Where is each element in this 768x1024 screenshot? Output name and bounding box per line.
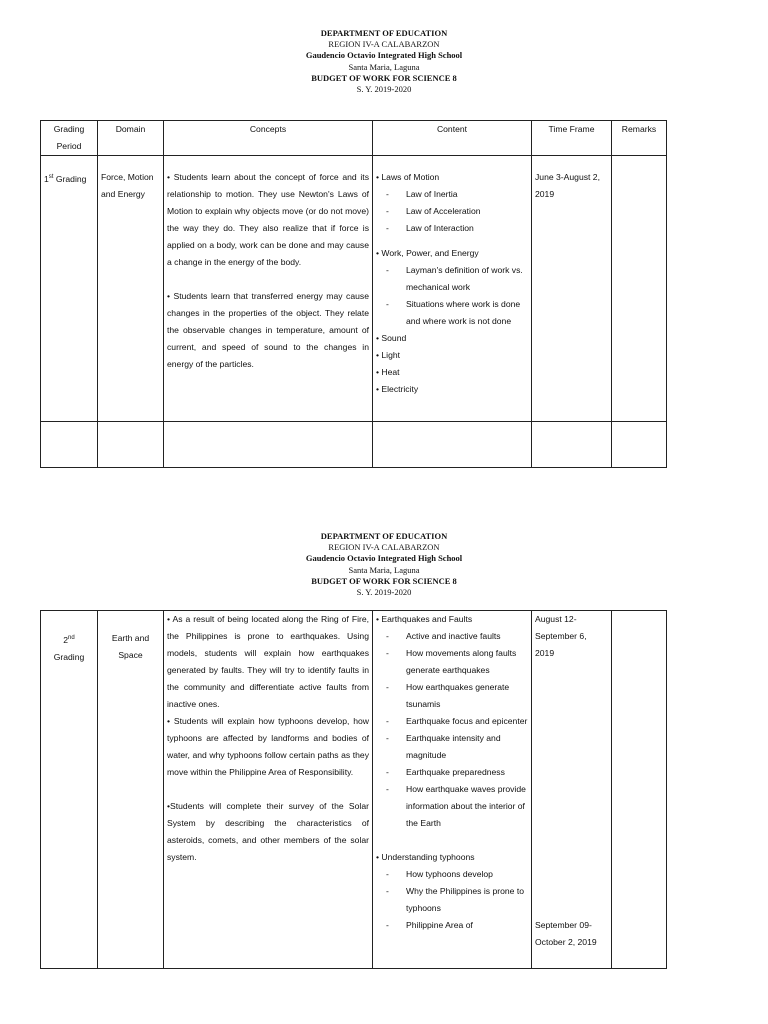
table-row	[41, 156, 667, 422]
header-sy: S. Y. 2019-2020	[356, 587, 412, 598]
empty-cell	[612, 422, 667, 468]
list-item: - Philippine Area of	[386, 917, 528, 934]
list-item: - Earthquake intensity and magnitude	[386, 730, 528, 764]
empty-cell	[532, 422, 612, 468]
domain-cell: Force, Motion and Energy	[98, 156, 164, 422]
list-item: - Situations where work is done and where work is not done	[386, 296, 528, 330]
content-cell	[373, 156, 532, 422]
remarks-cell	[612, 611, 667, 969]
list-item: - How earthquakes generate tsunamis	[386, 679, 528, 713]
empty-cell	[373, 422, 532, 468]
content-cell	[373, 611, 532, 969]
list-item: • Laws of Motion - Law of Inertia - Law of Acceleration - Law of Interaction	[376, 169, 528, 237]
timeframe-1: August 12-September 6, 2019	[535, 614, 587, 658]
list-item: - Active and inactive faults	[386, 628, 528, 645]
list-item: • Understanding typhoons - How typhoons develop - Why the Philippines is prone to typhoons - Philippine Area of	[376, 849, 528, 934]
table-row	[41, 422, 667, 468]
list-item: • Heat	[376, 364, 528, 381]
list-item: - Law of Interaction	[386, 220, 528, 237]
budget-table-2	[40, 610, 667, 969]
timeframe-cell: June 3-August 2, 2019	[532, 156, 612, 422]
grading-cell: 1st Grading	[41, 156, 98, 422]
remarks-cell	[612, 156, 667, 422]
header-school: Gaudencio Octavio Integrated High School	[305, 553, 463, 564]
timeframe-2: September 09-October 2, 2019	[535, 920, 597, 947]
header-location: Santa Maria, Laguna	[348, 61, 420, 72]
empty-cell	[98, 422, 164, 468]
empty-cell	[41, 422, 98, 468]
timeframe-cell	[532, 611, 612, 969]
list-item: - How movements along faults generate earthquakes	[386, 645, 528, 679]
list-item: • Electricity	[376, 381, 528, 398]
list-item: • Work, Power, and Energy - Layman's definition of work vs. mechanical work - Situations where work is done and where work is not done	[376, 245, 528, 330]
header-dept: DEPARTMENT OF EDUCATION	[320, 28, 448, 38]
col-header-grading: Grading Period	[41, 121, 98, 156]
col-header-remarks: Remarks	[612, 121, 667, 156]
concepts-cell: • As a result of being located along the Ring of Fire, the Philippines is prone to earthquakes. Using models, students will explain how earthquakes generated by faults. They will try to identify faults in the community and differentiate active faults from inactive ones. • Students will explain how typhoons develop, how typhoons are affected by landforms and bodies of water, and why typhoons follow certain paths as they move within the Philippine Area of Responsibility. •Students will complete their survey of the Solar System by describing the characteristics of asteroids, comets, and other members of the solar system.	[164, 611, 373, 969]
header-budget: BUDGET OF WORK FOR SCIENCE 8	[311, 72, 457, 83]
header-region: REGION IV-A CALABARZON	[328, 542, 440, 553]
domain-cell: Earth and Space	[98, 611, 164, 969]
list-item: - Layman's definition of work vs. mechanical work	[386, 262, 528, 296]
header-budget: BUDGET OF WORK FOR SCIENCE 8	[311, 575, 457, 586]
list-item: • Earthquakes and Faults - Active and inactive faults - How movements along faults generate earthquakes - How earthquakes generate tsunamis - Earthquake focus and epicenter - Earthquake intensity and magnitude - Earthquake preparedness - How earthquake waves provide information about the interior of the Earth	[376, 611, 528, 832]
list-item: - Law of Inertia	[386, 186, 528, 203]
table-header-row	[41, 121, 667, 156]
list-item: - Law of Acceleration	[386, 203, 528, 220]
budget-table-1	[40, 120, 667, 468]
col-header-timeframe: Time Frame	[532, 121, 612, 156]
list-item: - Earthquake preparedness	[386, 764, 528, 781]
col-header-concepts: Concepts	[164, 121, 373, 156]
header-sy: S. Y. 2019-2020	[356, 84, 412, 95]
header-school: Gaudencio Octavio Integrated High School	[305, 50, 463, 61]
table-row	[41, 611, 667, 969]
header-location: Santa Maria, Laguna	[348, 564, 420, 575]
header-region: REGION IV-A CALABARZON	[328, 39, 440, 50]
list-item: - Why the Philippines is prone to typhoons	[386, 883, 528, 917]
page-header-2	[0, 531, 768, 598]
list-item: - Earthquake focus and epicenter	[386, 713, 528, 730]
page-header-1	[0, 28, 768, 95]
list-item: • Sound	[376, 330, 528, 347]
concepts-cell: • Students learn about the concept of force and its relationship to motion. They use Newton's Laws of Motion to explain why objects move (or do not move) the way they do. They also realize that if force is applied on a body, work can be done and may cause a change in the energy of the body. • Students learn that transferred energy may cause changes in the properties of the object. They relate the observable changes in temperature, amount of current, and speed of sound to the changes in energy of the particles.	[164, 156, 373, 422]
empty-cell	[164, 422, 373, 468]
col-header-domain: Domain	[98, 121, 164, 156]
list-item: • Light	[376, 347, 528, 364]
list-item: - How earthquake waves provide information about the interior of the Earth	[386, 781, 528, 832]
header-dept: DEPARTMENT OF EDUCATION	[320, 531, 448, 541]
col-header-content: Content	[373, 121, 532, 156]
list-item: - How typhoons develop	[386, 866, 528, 883]
grading-cell: 2nd Grading	[41, 611, 98, 969]
